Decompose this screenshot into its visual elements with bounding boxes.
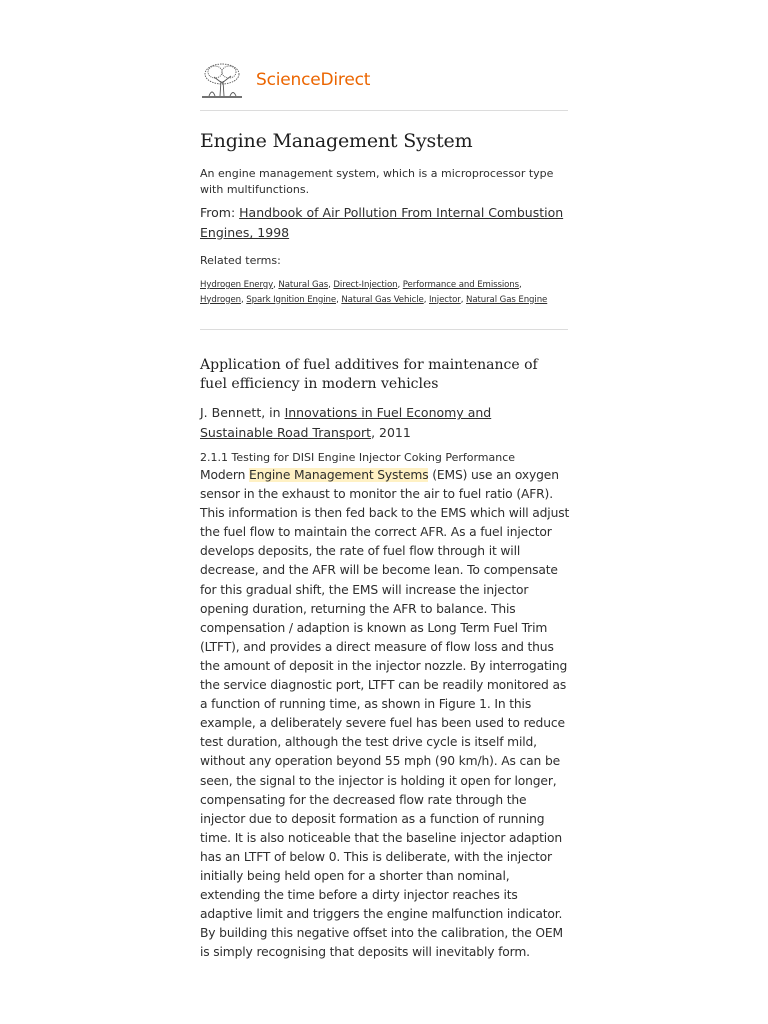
term-definition: An engine management system, which is a microprocessor type with multifunctions.: [200, 167, 554, 196]
related-terms-label: Related terms:: [200, 254, 281, 267]
term-source: [200, 203, 568, 243]
related-term-link[interactable]: Performance and Emissions: [402, 280, 520, 290]
related-term-link[interactable]: Hydrogen: [200, 294, 241, 305]
book-link[interactable]: Innovations in Fuel Economy and Sustainable Road Transport: [200, 405, 492, 440]
excerpt-intro: Modern: [200, 468, 249, 482]
section-divider: [200, 329, 568, 330]
author: J. Bennett, in: [200, 405, 285, 420]
header-divider: [200, 110, 568, 111]
brand-name: ScienceDirect: [256, 70, 371, 90]
related-term-link[interactable]: Natural Gas: [278, 280, 329, 290]
elsevier-tree-icon: [200, 61, 244, 99]
related-term-link[interactable]: Hydrogen Energy: [200, 280, 274, 290]
related-term-link[interactable]: Spark Ignition Engine: [246, 294, 337, 305]
highlighted-term: Engine Management Systems: [249, 468, 429, 482]
related-terms-list: Hydrogen Energy, Natural Gas, Direct-Injection, Performance and Emissions, Hydrogen, Spark Ignition Engine, Natural Gas Vehicle, Injector, Natural Gas Engine: [200, 280, 548, 305]
chapter-title[interactable]: Application of fuel additives for maintenance of fuel efficiency in modern vehicles: [200, 357, 538, 392]
excerpt-text: [200, 466, 570, 962]
related-term-link[interactable]: Direct-Injection: [333, 280, 398, 290]
related-term-link[interactable]: Injector: [429, 294, 461, 305]
source-book-link[interactable]: Handbook of Air Pollution From Internal Combustion Engines, 1998: [200, 205, 564, 240]
section-heading: 2.1.1 Testing for DISI Engine Injector Coking Performance: [200, 451, 516, 464]
related-term-link[interactable]: Natural Gas Engine: [466, 294, 548, 305]
excerpt-body: (EMS) use an oxygen sensor in the exhaust to monitor the air to fuel ratio (AFR). This information is then fed back to the EMS which will adjust the fuel flow to maintain the correct AFR. As a fuel injector develops deposits, the rate of fuel flow through it will decrease, and the AFR will be become lean. To compensate for this gradual shift, the EMS will increase the injector opening duration, returning the AFR to balance. This compensation / adaption is known as Long Term Fuel Trim (LTFT), and provides a direct measure of flow loss and thus the amount of deposit in the injector nozzle. By interrogating the service diagnostic port, LTFT can be readily monitored as a function of running time, as shown in Figure 1. In this example, a deliberately severe fuel has been used to reduce test duration, although the test drive cycle is itself mild, without any operation beyond 55 mph (90 km/h). As can be seen, the signal to the injector is holding it open for longer, compensating for the decreased flow rate through the injector due to deposit formation as a function of running time. It is also noticeable that the baseline injector adaption has an LTFT of below 0. This is deliberate, with the injector initially being held open for a shorter than nominal, extending the time before a dirty injector reaches its adaptive limit and triggers the engine malfunction indicator. By building this negative offset into the calibration, the OEM is simply recognising that deposits will inevitably form.: [200, 468, 570, 960]
related-term-link[interactable]: Natural Gas Vehicle: [341, 294, 424, 305]
page-title: Engine Management System: [200, 130, 473, 152]
year: , 2011: [371, 425, 411, 440]
chapter-source: [200, 403, 568, 443]
from-label: From:: [200, 205, 240, 220]
brand-header[interactable]: [200, 60, 370, 100]
